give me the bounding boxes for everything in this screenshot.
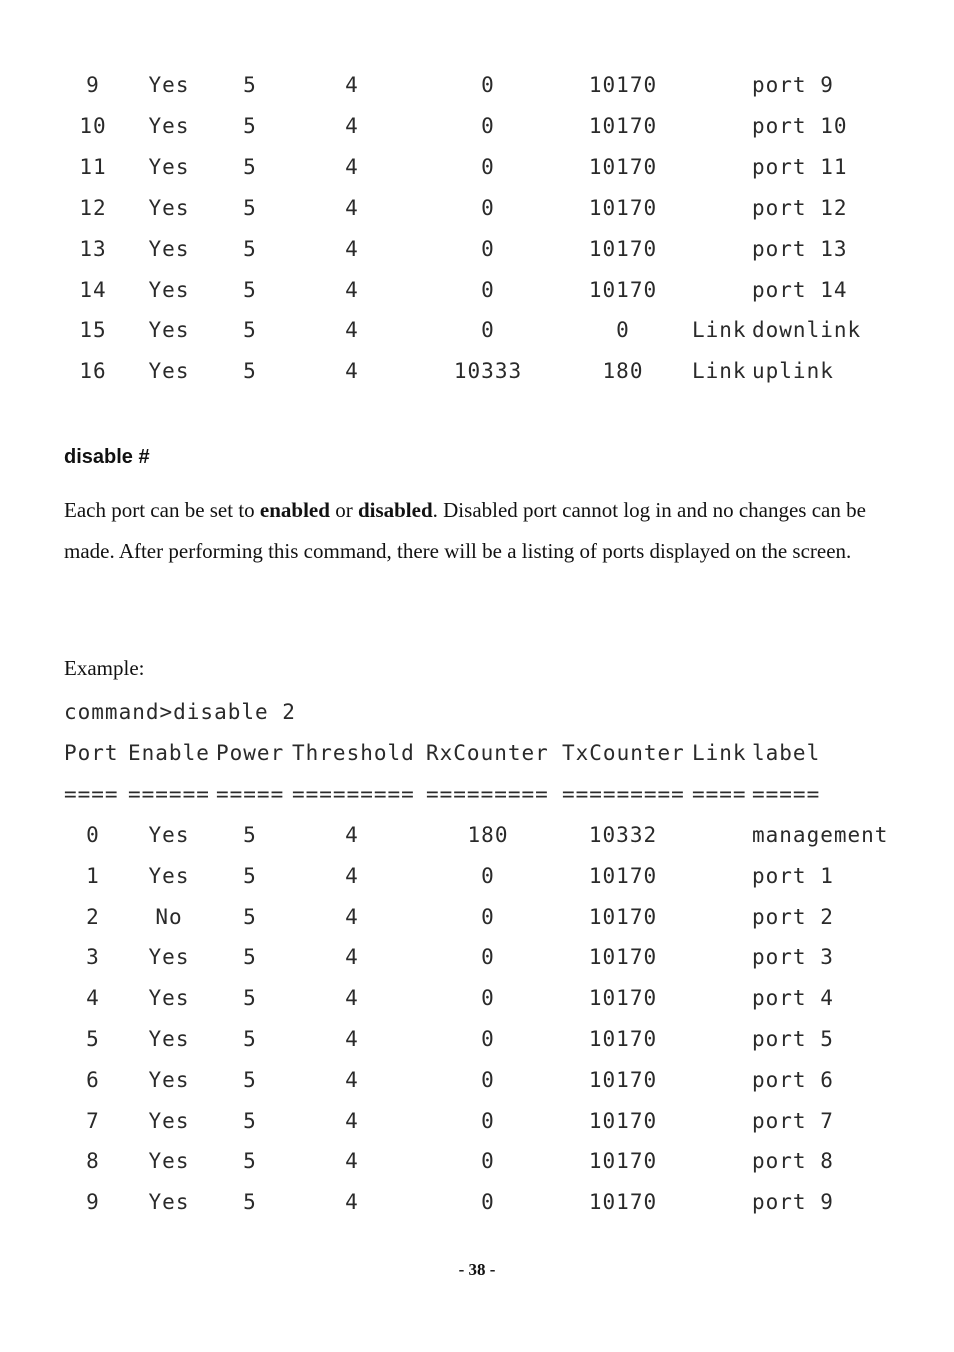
header-label: label bbox=[752, 741, 821, 765]
cell-rx: 0 bbox=[481, 318, 495, 342]
cell-label: downlink bbox=[752, 318, 862, 342]
cell-tx: 10170 bbox=[588, 73, 658, 97]
cell-enable: Yes bbox=[148, 1027, 190, 1051]
header-rx: RxCounter bbox=[426, 741, 549, 765]
cell-threshold: 4 bbox=[345, 359, 359, 383]
cell-rx: 180 bbox=[467, 823, 509, 847]
cell-threshold: 4 bbox=[345, 945, 359, 969]
cell-power: 5 bbox=[243, 1109, 257, 1133]
cell-label: port 2 bbox=[752, 905, 834, 929]
cell-rx: 0 bbox=[481, 905, 495, 929]
cell-power: 5 bbox=[243, 1027, 257, 1051]
cell-threshold: 4 bbox=[345, 864, 359, 888]
page-number: - 38 - bbox=[458, 1260, 496, 1279]
table-row bbox=[0, 70, 954, 100]
cell-threshold: 4 bbox=[345, 986, 359, 1010]
cell-label: port 12 bbox=[752, 196, 848, 220]
cell-rx: 0 bbox=[481, 1027, 495, 1051]
cell-label: port 14 bbox=[752, 278, 848, 302]
table-row bbox=[0, 1146, 954, 1176]
cell-tx: 10170 bbox=[588, 196, 658, 220]
table-row bbox=[0, 315, 954, 345]
cell-threshold: 4 bbox=[345, 1109, 359, 1133]
table-row bbox=[0, 861, 954, 891]
table-row bbox=[0, 983, 954, 1013]
para-bold-enabled: enabled bbox=[259, 498, 330, 522]
cell-tx: 10170 bbox=[588, 114, 658, 138]
cell-threshold: 4 bbox=[345, 1027, 359, 1051]
cell-rx: 0 bbox=[481, 196, 495, 220]
separator-tx: ========= bbox=[562, 782, 685, 806]
cell-power: 5 bbox=[243, 1068, 257, 1092]
table-row bbox=[0, 1065, 954, 1095]
para-text-2: or bbox=[329, 498, 358, 522]
cell-enable: Yes bbox=[148, 945, 190, 969]
separator-label: ===== bbox=[752, 782, 821, 806]
separator-port: ==== bbox=[64, 782, 119, 806]
cell-threshold: 4 bbox=[345, 1149, 359, 1173]
cell-port: 12 bbox=[79, 196, 107, 220]
cell-power: 5 bbox=[243, 359, 257, 383]
cell-port: 9 bbox=[86, 73, 100, 97]
cell-tx: 10170 bbox=[588, 155, 658, 179]
cell-enable: Yes bbox=[148, 359, 190, 383]
cell-port: 16 bbox=[79, 359, 107, 383]
table-row bbox=[0, 275, 954, 305]
cell-tx: 180 bbox=[602, 359, 644, 383]
example-label: Example: bbox=[64, 656, 145, 680]
cell-port: 10 bbox=[79, 114, 107, 138]
command-line: command>disable 2 bbox=[64, 700, 296, 724]
cell-enable: Yes bbox=[148, 1109, 190, 1133]
cell-port: 7 bbox=[86, 1109, 100, 1133]
cell-power: 5 bbox=[243, 864, 257, 888]
cell-enable: Yes bbox=[148, 114, 190, 138]
cell-label: port 7 bbox=[752, 1109, 834, 1133]
cell-rx: 0 bbox=[481, 986, 495, 1010]
table-row bbox=[0, 234, 954, 264]
cell-enable: Yes bbox=[148, 237, 190, 261]
cell-tx: 10332 bbox=[588, 823, 658, 847]
table-row bbox=[0, 193, 954, 223]
header-enable: Enable bbox=[128, 741, 210, 765]
cell-label: port 9 bbox=[752, 73, 834, 97]
cell-tx: 10170 bbox=[588, 945, 658, 969]
header-tx: TxCounter bbox=[562, 741, 685, 765]
cell-threshold: 4 bbox=[345, 155, 359, 179]
cell-label: management bbox=[752, 823, 889, 847]
cell-enable: Yes bbox=[148, 1190, 190, 1214]
separator-rx: ========= bbox=[426, 782, 549, 806]
cell-rx: 0 bbox=[481, 114, 495, 138]
cell-enable: Yes bbox=[148, 278, 190, 302]
cell-label: port 10 bbox=[752, 114, 848, 138]
table-row bbox=[0, 152, 954, 182]
cell-tx: 10170 bbox=[588, 1109, 658, 1133]
cell-threshold: 4 bbox=[345, 1068, 359, 1092]
cell-link: Link bbox=[692, 318, 747, 342]
cell-rx: 0 bbox=[481, 278, 495, 302]
section-description bbox=[64, 490, 894, 572]
cell-label: port 13 bbox=[752, 237, 848, 261]
cell-rx: 0 bbox=[481, 237, 495, 261]
cell-power: 5 bbox=[243, 237, 257, 261]
cell-enable: Yes bbox=[148, 1149, 190, 1173]
separator-power: ===== bbox=[216, 782, 285, 806]
cell-rx: 0 bbox=[481, 1068, 495, 1092]
cell-tx: 10170 bbox=[588, 905, 658, 929]
cell-port: 3 bbox=[86, 945, 100, 969]
cell-rx: 0 bbox=[481, 1109, 495, 1133]
para-bold-disabled: disabled bbox=[357, 498, 433, 522]
table-row bbox=[0, 1187, 954, 1217]
cell-enable: Yes bbox=[148, 196, 190, 220]
cell-power: 5 bbox=[243, 986, 257, 1010]
header-link: Link bbox=[692, 741, 747, 765]
cell-threshold: 4 bbox=[345, 823, 359, 847]
cell-power: 5 bbox=[243, 1149, 257, 1173]
cell-tx: 0 bbox=[616, 318, 630, 342]
cell-label: port 6 bbox=[752, 1068, 834, 1092]
para-text-3: . Disabled port cannot log in and no changes can be made. After performing this command, there will be a listing of ports displayed on the screen. bbox=[64, 498, 866, 563]
cell-label: uplink bbox=[752, 359, 834, 383]
cell-threshold: 4 bbox=[345, 114, 359, 138]
cell-port: 0 bbox=[86, 823, 100, 847]
cell-power: 5 bbox=[243, 905, 257, 929]
cell-rx: 0 bbox=[481, 1190, 495, 1214]
cell-threshold: 4 bbox=[345, 905, 359, 929]
cell-power: 5 bbox=[243, 155, 257, 179]
cell-power: 5 bbox=[243, 318, 257, 342]
cell-port: 6 bbox=[86, 1068, 100, 1092]
cell-port: 5 bbox=[86, 1027, 100, 1051]
cell-port: 15 bbox=[79, 318, 107, 342]
section-heading: disable # bbox=[64, 446, 150, 468]
cell-enable: Yes bbox=[148, 318, 190, 342]
cell-tx: 10170 bbox=[588, 1027, 658, 1051]
cell-enable: Yes bbox=[148, 986, 190, 1010]
cell-port: 4 bbox=[86, 986, 100, 1010]
cell-label: port 5 bbox=[752, 1027, 834, 1051]
cell-tx: 10170 bbox=[588, 237, 658, 261]
cell-label: port 8 bbox=[752, 1149, 834, 1173]
header-port: Port bbox=[64, 741, 119, 765]
cell-threshold: 4 bbox=[345, 278, 359, 302]
separator-link: ==== bbox=[692, 782, 747, 806]
cell-rx: 0 bbox=[481, 73, 495, 97]
cell-port: 14 bbox=[79, 278, 107, 302]
cell-threshold: 4 bbox=[345, 196, 359, 220]
cell-threshold: 4 bbox=[345, 1190, 359, 1214]
cell-tx: 10170 bbox=[588, 864, 658, 888]
cell-enable: Yes bbox=[148, 73, 190, 97]
cell-port: 13 bbox=[79, 237, 107, 261]
cell-port: 8 bbox=[86, 1149, 100, 1173]
table-row bbox=[0, 1106, 954, 1136]
cell-power: 5 bbox=[243, 278, 257, 302]
cell-power: 5 bbox=[243, 73, 257, 97]
separator-enable: ====== bbox=[128, 782, 210, 806]
cell-tx: 10170 bbox=[588, 278, 658, 302]
header-power: Power bbox=[216, 741, 285, 765]
cell-power: 5 bbox=[243, 823, 257, 847]
cell-label: port 11 bbox=[752, 155, 848, 179]
cell-power: 5 bbox=[243, 1190, 257, 1214]
cell-label: port 4 bbox=[752, 986, 834, 1010]
cell-label: port 9 bbox=[752, 1190, 834, 1214]
cell-enable: Yes bbox=[148, 155, 190, 179]
cell-port: 9 bbox=[86, 1190, 100, 1214]
table-header bbox=[0, 738, 954, 768]
cell-rx: 10333 bbox=[453, 359, 523, 383]
cell-threshold: 4 bbox=[345, 237, 359, 261]
cell-rx: 0 bbox=[481, 1149, 495, 1173]
table-row bbox=[0, 356, 954, 386]
table-row bbox=[0, 820, 954, 850]
cell-rx: 0 bbox=[481, 155, 495, 179]
cell-label: port 3 bbox=[752, 945, 834, 969]
para-text-1: Each port can be set to bbox=[64, 498, 260, 522]
table-separator bbox=[0, 779, 954, 809]
cell-rx: 0 bbox=[481, 864, 495, 888]
table-row bbox=[0, 1024, 954, 1054]
cell-enable: Yes bbox=[148, 823, 190, 847]
table-row bbox=[0, 111, 954, 141]
cell-power: 5 bbox=[243, 114, 257, 138]
cell-power: 5 bbox=[243, 196, 257, 220]
cell-enable: No bbox=[155, 905, 183, 929]
cell-port: 11 bbox=[79, 155, 107, 179]
cell-enable: Yes bbox=[148, 1068, 190, 1092]
cell-port: 2 bbox=[86, 905, 100, 929]
cell-tx: 10170 bbox=[588, 1190, 658, 1214]
cell-enable: Yes bbox=[148, 864, 190, 888]
table-row bbox=[0, 942, 954, 972]
header-threshold: Threshold bbox=[292, 741, 415, 765]
cell-threshold: 4 bbox=[345, 318, 359, 342]
cell-label: port 1 bbox=[752, 864, 834, 888]
separator-threshold: ========= bbox=[292, 782, 415, 806]
cell-tx: 10170 bbox=[588, 1149, 658, 1173]
cell-link: Link bbox=[692, 359, 747, 383]
table-row bbox=[0, 902, 954, 932]
cell-port: 1 bbox=[86, 864, 100, 888]
cell-tx: 10170 bbox=[588, 1068, 658, 1092]
cell-tx: 10170 bbox=[588, 986, 658, 1010]
cell-power: 5 bbox=[243, 945, 257, 969]
cell-threshold: 4 bbox=[345, 73, 359, 97]
cell-rx: 0 bbox=[481, 945, 495, 969]
